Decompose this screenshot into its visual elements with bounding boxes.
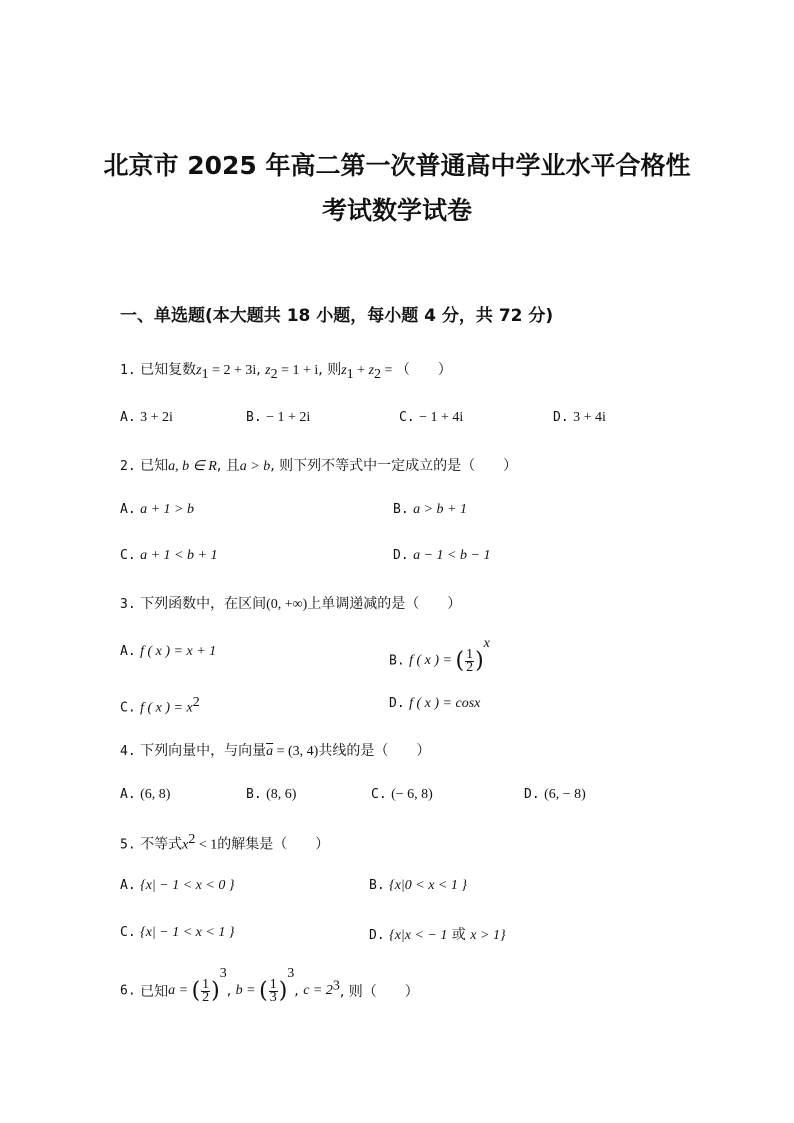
option-5c[interactable]: C. {x| − 1 < x < 1 } (120, 925, 235, 940)
question-number: 6. (120, 983, 136, 999)
vector-a: $\overline{a}$ (266, 744, 274, 759)
option-3d[interactable]: D. f ( x ) = cosx (389, 696, 481, 711)
option-4a[interactable]: A. (6, 8) (120, 787, 171, 802)
question-number: 2. (120, 459, 136, 474)
exam-title-line2: 考试数学试卷 (321, 196, 472, 225)
question-3: 3. 下列函数中，在区间(0, +∞)上单调递减的是（ ） (120, 596, 462, 612)
question-number: 4. (120, 744, 136, 759)
option-4b[interactable]: B. (8, 6) (246, 787, 297, 802)
section-heading: 一、单选题(本大题共 18 小题，每小题 4 分，共 72 分) (120, 306, 554, 326)
option-2b[interactable]: B. a > b + 1 (393, 502, 468, 517)
option-5d[interactable]: D. {x|x < − 1 或 x > 1} (369, 927, 506, 943)
option-1d[interactable]: D. 3 + 4i (553, 410, 606, 425)
option-1b[interactable]: B. − 1 + 2i (246, 410, 311, 425)
option-3b[interactable]: B. f ( x ) = ( $\frac{1}{2}$ )$^x$ (389, 636, 490, 675)
exam-title-line1: 北京市 2025 年高二第一次普通高中学业水平合格性 (103, 151, 691, 180)
fraction: $\frac{1}{2}$ (466, 646, 474, 675)
option-2a[interactable]: A. a + 1 > b (120, 502, 195, 517)
option-5a[interactable]: A. {x| − 1 < x < 0 } (120, 878, 235, 893)
question-5: 5. 不等式$x^2 < 1$的解集是（ ） (120, 832, 330, 853)
option-1a[interactable]: A. 3 + 2i (120, 410, 173, 425)
option-5b[interactable]: B. {x|0 < x < 1 } (369, 878, 467, 893)
question-number: 1. (120, 363, 136, 378)
fraction: $\frac{1}{3}$ (269, 976, 277, 1005)
option-3c[interactable]: C. f ( x ) = $x^2$ (120, 695, 200, 716)
question-number: 5. (120, 837, 136, 853)
option-2c[interactable]: C. a + 1 < b + 1 (120, 548, 218, 563)
option-3a[interactable]: A. f ( x ) = x + 1 (120, 644, 217, 659)
fraction: $\frac{1}{2}$ (202, 976, 210, 1005)
question-6: 6. 已知a = ( $\frac{1}{2}$ )$^3$, b = ( $\frac{1}{3}$ )$^3$, $c = 2^3$, 则（ ） (120, 966, 419, 1005)
option-1c[interactable]: C. − 1 + 4i (399, 410, 464, 425)
question-1: 1. 已知复数$z_1 = 2 + 3i$, $z_2 = 1 + i$, 则$z_1 + z_2$ = （ ） (120, 362, 452, 382)
option-4d[interactable]: D. (6, − 8) (524, 787, 586, 802)
option-2d[interactable]: D. a − 1 < b − 1 (393, 548, 491, 563)
option-4c[interactable]: C. (− 6, 8) (371, 787, 433, 802)
question-number: 3. (120, 597, 136, 612)
question-4: 4. 下列向量中，与向量$\overline{a} = (3$, 4)共线的是（ ） (120, 743, 431, 759)
question-2: 2. 已知a, b ∈ R, 且a > b, 则下列不等式中一定成立的是（ ） (120, 458, 518, 474)
